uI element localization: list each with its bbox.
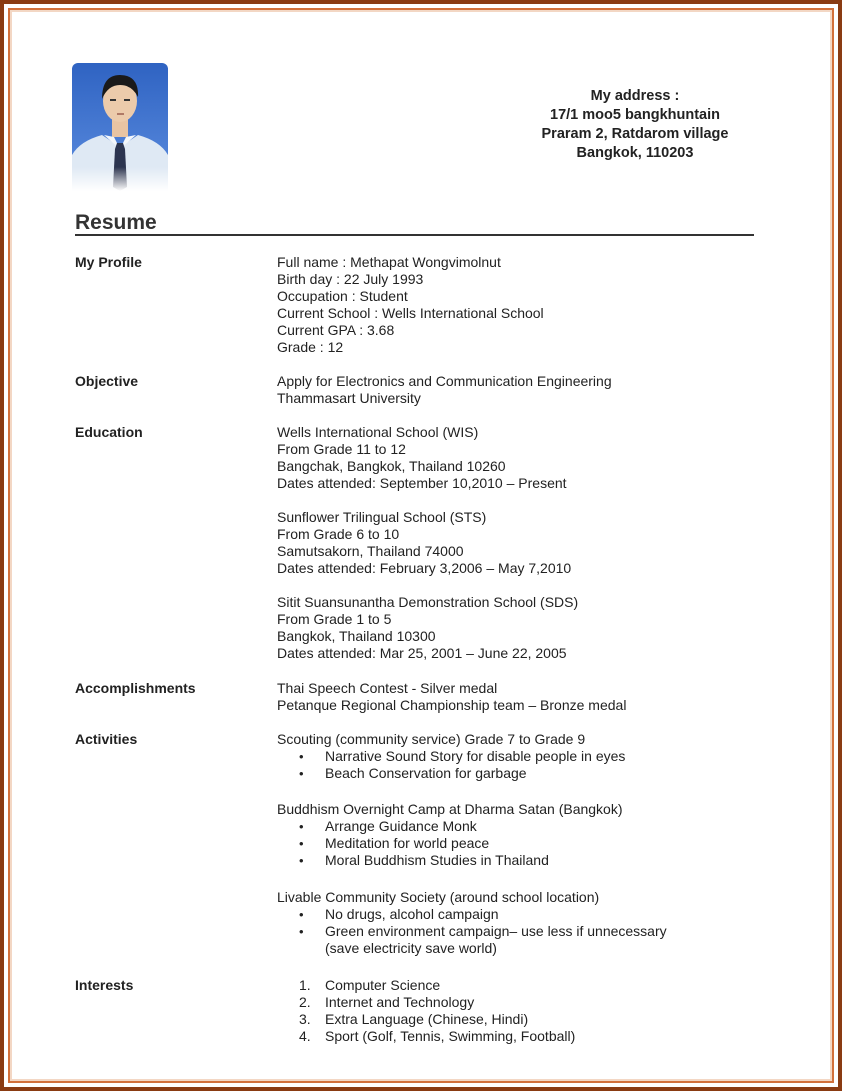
activity-item-text: Green environment campaign– use less if unnecessary: [325, 923, 667, 939]
activity-item-text: Arrange Guidance Monk: [325, 818, 477, 834]
bullet-icon: •: [299, 766, 304, 781]
bullet-icon: •: [299, 853, 304, 868]
school-location: Samutsakorn, Thailand 74000: [277, 543, 464, 559]
activity-heading: Scouting (community service) Grade 7 to Grade 9: [277, 731, 586, 747]
accomplishment-item: Thai Speech Contest - Silver medal: [277, 680, 498, 696]
section-label-education: Education: [75, 424, 143, 440]
school-dates: Dates attended: February 3,2006 – May 7,2010: [277, 560, 572, 576]
school-dates: Dates attended: September 10,2010 – Present: [277, 475, 567, 491]
activity-list: [277, 906, 667, 957]
address-heading: My address :: [590, 88, 680, 104]
list-number: 1.: [299, 977, 311, 993]
interests-list: [277, 977, 575, 1045]
list-item: [277, 1028, 575, 1045]
profile-occupation: Occupation : Student: [277, 288, 408, 304]
list-item: [277, 748, 625, 765]
address-line-3: Bangkok, 110203: [576, 145, 694, 161]
list-item: [277, 765, 625, 782]
objective-section: [277, 373, 612, 407]
bullet-icon: •: [299, 924, 304, 939]
school-name: Sitit Suansunantha Demonstration School (SDS): [277, 594, 579, 610]
interest-text: Computer Science: [325, 977, 441, 993]
list-number: 4.: [299, 1028, 311, 1044]
activity-list: [277, 818, 623, 869]
accomplishments-section: [277, 680, 626, 714]
list-item-continuation: [277, 940, 667, 957]
education-school-1: [277, 424, 567, 492]
address-line-2: Praram 2, Ratdarom village: [541, 126, 729, 142]
activity-group-buddhism: [277, 801, 623, 869]
school-grades: From Grade 6 to 10: [277, 526, 400, 542]
interests-section: [277, 977, 575, 1045]
activity-group-scouting: [277, 731, 625, 782]
list-item: [277, 818, 623, 835]
section-label-accomplishments: Accomplishments: [75, 680, 196, 696]
school-dates: Dates attended: Mar 25, 2001 – June 22, 2005: [277, 645, 567, 661]
objective-line: Apply for Electronics and Communication Engineering: [277, 373, 612, 389]
school-name: Sunflower Trilingual School (STS): [277, 509, 487, 525]
profile-section: [277, 254, 544, 356]
list-number: 2.: [299, 994, 311, 1010]
profile-full-name: Full name : Methapat Wongvimolnut: [277, 254, 501, 270]
address-block: [500, 87, 770, 163]
section-label-profile: My Profile: [75, 254, 142, 270]
school-grades: From Grade 11 to 12: [277, 441, 406, 457]
activity-heading: Livable Community Society (around school location): [277, 889, 600, 905]
activity-item-text: (save electricity save world): [325, 940, 497, 956]
list-item: [277, 923, 667, 940]
school-grades: From Grade 1 to 5: [277, 611, 392, 627]
school-location: Bangkok, Thailand 10300: [277, 628, 436, 644]
activity-item-text: No drugs, alcohol campaign: [325, 906, 499, 922]
activity-item-text: Narrative Sound Story for disable people in eyes: [325, 748, 626, 764]
list-item: [277, 835, 623, 852]
bullet-icon: •: [299, 749, 304, 764]
profile-current-school: Current School : Wells International School: [277, 305, 544, 321]
accomplishment-item: Petanque Regional Championship team – Bronze medal: [277, 697, 627, 713]
bullet-icon: •: [299, 907, 304, 922]
school-name: Wells International School (WIS): [277, 424, 479, 440]
title-underline: [75, 234, 754, 236]
list-number: 3.: [299, 1011, 311, 1027]
bullet-icon: •: [299, 836, 304, 851]
objective-line: Thammasart University: [277, 390, 421, 406]
list-item: [277, 1011, 575, 1028]
interest-text: Internet and Technology: [325, 994, 475, 1010]
section-label-activities: Activities: [75, 731, 138, 747]
interest-text: Extra Language (Chinese, Hindi): [325, 1011, 529, 1027]
list-item: [277, 994, 575, 1011]
activity-item-text: Moral Buddhism Studies in Thailand: [325, 852, 549, 868]
profile-grade: Grade : 12: [277, 339, 344, 355]
list-item: [277, 906, 667, 923]
activity-item-text: Beach Conservation for garbage: [325, 765, 527, 781]
activity-item-text: Meditation for world peace: [325, 835, 490, 851]
education-school-3: [277, 594, 578, 662]
resume-title: Resume: [75, 211, 157, 234]
bullet-icon: •: [299, 819, 304, 834]
address-line-1: 17/1 moo5 bangkhuntain: [550, 107, 720, 123]
profile-gpa: Current GPA : 3.68: [277, 322, 395, 338]
activity-list: [277, 748, 625, 782]
education-school-2: [277, 509, 571, 577]
interest-text: Sport (Golf, Tennis, Swimming, Football): [325, 1028, 576, 1044]
list-item: [277, 852, 623, 869]
section-label-interests: Interests: [75, 977, 134, 993]
profile-photo: [72, 63, 168, 191]
profile-birthday: Birth day : 22 July 1993: [277, 271, 424, 287]
school-location: Bangchak, Bangkok, Thailand 10260: [277, 458, 506, 474]
activity-group-community: [277, 889, 667, 957]
section-label-objective: Objective: [75, 373, 139, 389]
list-item: [277, 977, 575, 994]
activity-heading: Buddhism Overnight Camp at Dharma Satan (Bangkok): [277, 801, 623, 817]
